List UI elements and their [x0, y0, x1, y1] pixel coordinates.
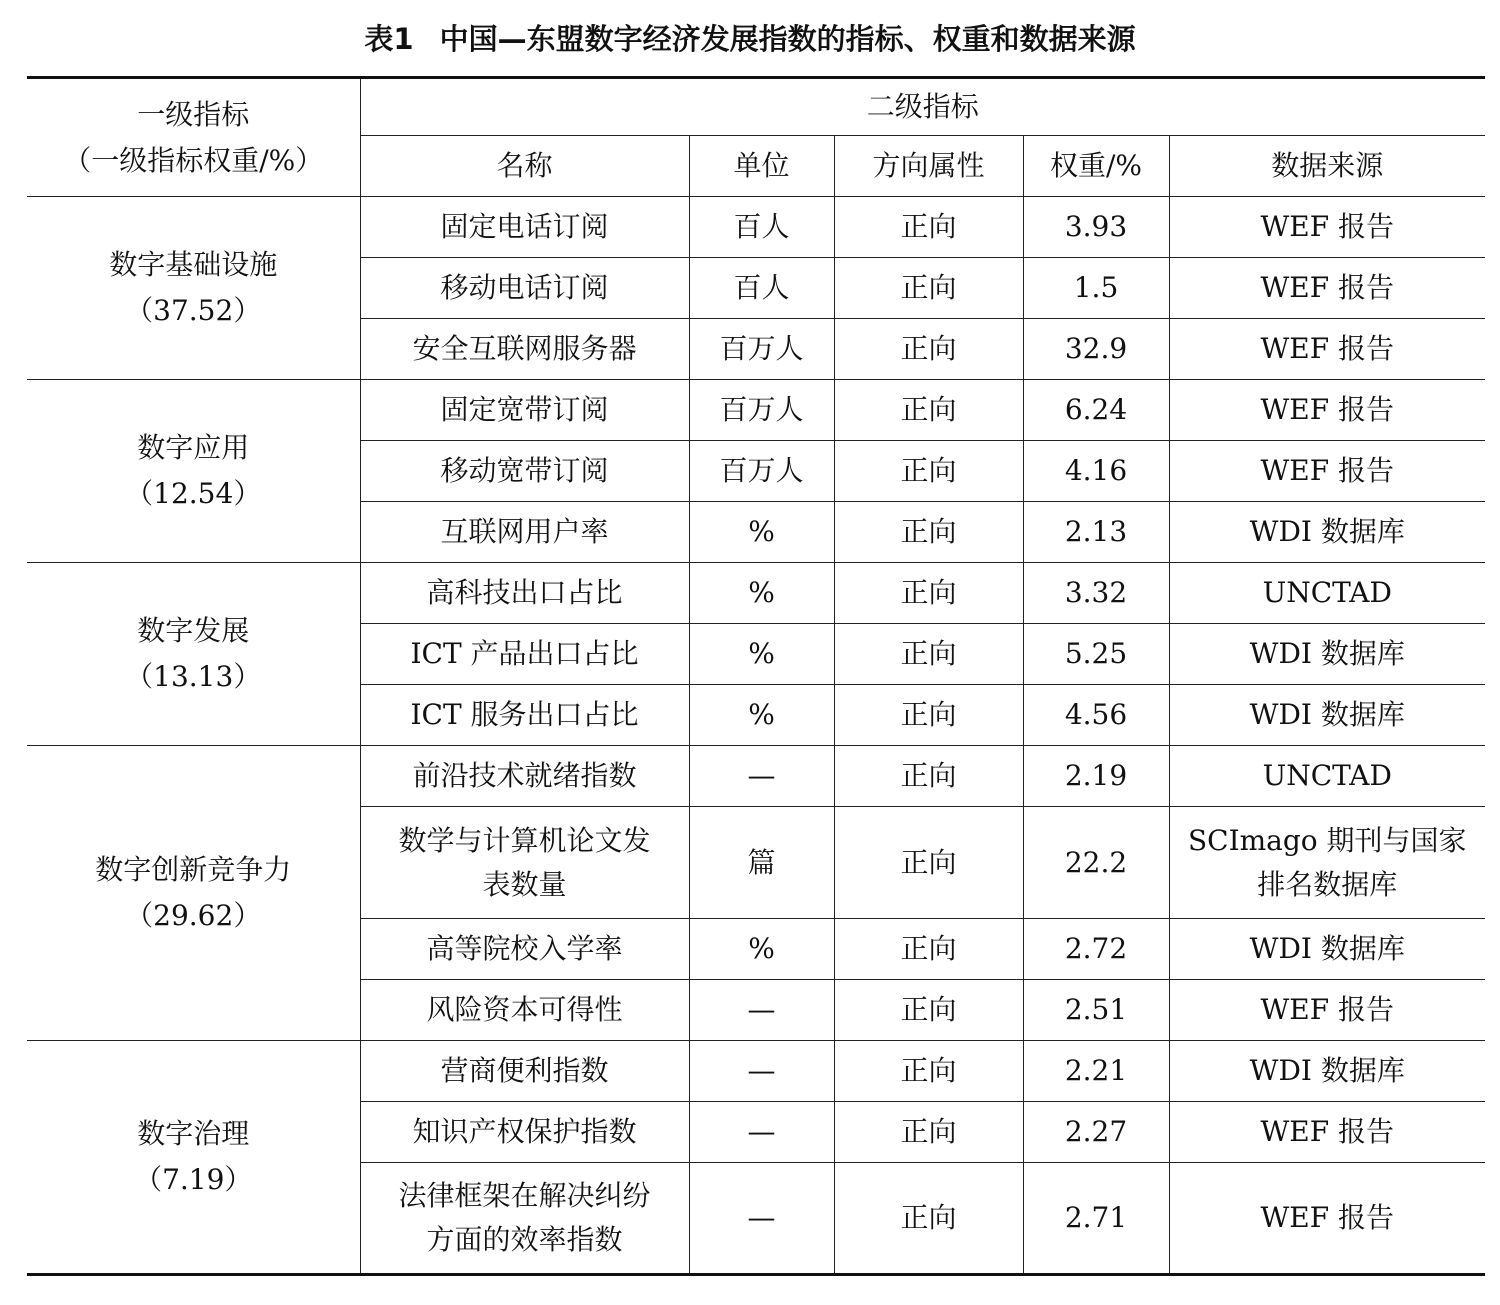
indicator-unit: 篇 — [689, 807, 834, 919]
indicator-source: WDI 数据库 — [1249, 1054, 1405, 1087]
indicator-name-cell — [360, 807, 689, 919]
category-weight: （37.52） — [125, 294, 262, 327]
category-cell — [27, 1041, 360, 1275]
table-row — [27, 197, 1485, 258]
indicator-table — [27, 76, 1485, 1276]
indicator-unit: 百万人 — [689, 319, 834, 380]
indicator-source: WEF 报告 — [1260, 332, 1395, 365]
indicator-unit: % — [689, 563, 834, 624]
indicator-name: 法律框架在解决纠纷 — [398, 1179, 651, 1212]
indicator-weight: 32.9 — [1023, 319, 1169, 380]
header-col-unit: 单位 — [689, 136, 834, 197]
indicator-direction: 正向 — [834, 502, 1023, 563]
indicator-name-cell — [360, 624, 689, 685]
indicator-name-cell — [360, 197, 689, 258]
header-level1-label: 一级指标 — [137, 97, 250, 131]
category-weight: （7.19） — [134, 1163, 253, 1196]
indicator-source-cell — [1169, 563, 1485, 624]
table-caption — [0, 14, 1500, 64]
category-name: 数字基础设施 — [109, 248, 278, 281]
indicator-source: WEF 报告 — [1260, 393, 1395, 426]
indicator-source: WEF 报告 — [1260, 271, 1395, 304]
indicator-name-cell — [360, 1041, 689, 1102]
category-weight: （13.13） — [125, 660, 262, 693]
indicator-name: 高科技出口占比 — [426, 576, 623, 609]
indicator-unit: — — [689, 746, 834, 807]
indicator-source: 排名数据库 — [1257, 867, 1398, 901]
indicator-source-cell — [1169, 919, 1485, 980]
indicator-weight: 4.16 — [1023, 441, 1169, 502]
indicator-source-cell — [1169, 807, 1485, 919]
indicator-unit: % — [689, 624, 834, 685]
indicator-direction: 正向 — [834, 563, 1023, 624]
indicator-name: 移动电话订阅 — [440, 271, 609, 304]
indicator-name-cell — [360, 441, 689, 502]
indicator-weight: 2.51 — [1023, 980, 1169, 1041]
header-col-source: 数据来源 — [1169, 136, 1485, 197]
indicator-name: 高等院校入学率 — [426, 932, 623, 965]
indicator-source-cell — [1169, 441, 1485, 502]
category-cell — [27, 380, 360, 563]
indicator-name: 数学与计算机论文发 — [398, 823, 651, 857]
indicator-source-cell — [1169, 746, 1485, 807]
table-title: 中国—东盟数字经济发展指数的指标、权重和数据来源 — [439, 22, 1136, 56]
indicator-direction: 正向 — [834, 441, 1023, 502]
indicator-name-cell — [360, 380, 689, 441]
indicator-source: WEF 报告 — [1260, 993, 1395, 1026]
indicator-name: 知识产权保护指数 — [412, 1115, 637, 1148]
indicator-weight: 5.25 — [1023, 624, 1169, 685]
indicator-weight: 2.13 — [1023, 502, 1169, 563]
indicator-direction: 正向 — [834, 624, 1023, 685]
indicator-source-cell — [1169, 1163, 1485, 1275]
header-level2: 二级指标 — [360, 78, 1485, 136]
indicator-source: UNCTAD — [1262, 576, 1392, 609]
indicator-source: WDI 数据库 — [1249, 515, 1405, 548]
indicator-source-cell — [1169, 1041, 1485, 1102]
indicator-name-cell — [360, 746, 689, 807]
indicator-name: ICT 服务出口占比 — [410, 698, 639, 731]
indicator-source-cell — [1169, 685, 1485, 746]
indicator-unit: 百万人 — [689, 380, 834, 441]
indicator-name-cell — [360, 563, 689, 624]
indicator-source-cell — [1169, 197, 1485, 258]
category-weight: （29.62） — [125, 899, 262, 932]
indicator-source: WDI 数据库 — [1249, 932, 1405, 965]
indicator-name-cell — [360, 502, 689, 563]
indicator-source: SCImago 期刊与国家 — [1187, 823, 1467, 857]
indicator-name: ICT 产品出口占比 — [410, 637, 639, 670]
indicator-source-cell — [1169, 258, 1485, 319]
indicator-source: WDI 数据库 — [1249, 637, 1405, 670]
indicator-name-cell — [360, 1163, 689, 1275]
indicator-unit: 百万人 — [689, 441, 834, 502]
indicator-direction: 正向 — [834, 1163, 1023, 1275]
table-row — [27, 746, 1485, 807]
header-col-direction: 方向属性 — [834, 136, 1023, 197]
indicator-source-cell — [1169, 319, 1485, 380]
indicator-name: 固定电话订阅 — [440, 210, 609, 243]
indicator-direction: 正向 — [834, 685, 1023, 746]
category-name: 数字发展 — [137, 614, 250, 647]
indicator-weight: 22.2 — [1023, 807, 1169, 919]
indicator-direction: 正向 — [834, 980, 1023, 1041]
indicator-unit: — — [689, 1102, 834, 1163]
table-row — [27, 1041, 1485, 1102]
indicator-direction: 正向 — [834, 319, 1023, 380]
indicator-weight: 6.24 — [1023, 380, 1169, 441]
indicator-weight: 2.72 — [1023, 919, 1169, 980]
header-level1-sub: （一级指标权重/%） — [63, 143, 324, 177]
indicator-name: 风险资本可得性 — [426, 993, 623, 1026]
header-level1 — [27, 78, 360, 197]
indicator-name: 安全互联网服务器 — [412, 332, 637, 365]
table-number: 表1 — [364, 22, 414, 56]
indicator-unit: % — [689, 919, 834, 980]
indicator-name: 固定宽带订阅 — [440, 393, 609, 426]
category-name: 数字治理 — [137, 1117, 250, 1150]
indicator-name: 方面的效率指数 — [426, 1223, 623, 1256]
indicator-name-cell — [360, 980, 689, 1041]
indicator-direction: 正向 — [834, 258, 1023, 319]
indicator-name-cell — [360, 1102, 689, 1163]
indicator-weight: 2.27 — [1023, 1102, 1169, 1163]
category-cell — [27, 197, 360, 380]
category-cell — [27, 563, 360, 746]
indicator-direction: 正向 — [834, 919, 1023, 980]
indicator-source-cell — [1169, 624, 1485, 685]
indicator-direction: 正向 — [834, 746, 1023, 807]
indicator-source: WDI 数据库 — [1249, 698, 1405, 731]
table-body — [27, 197, 1485, 1275]
header-col-weight: 权重/% — [1023, 136, 1169, 197]
indicator-source: WEF 报告 — [1260, 1201, 1395, 1234]
indicator-unit: % — [689, 685, 834, 746]
indicator-source: UNCTAD — [1262, 759, 1392, 792]
indicator-weight: 2.21 — [1023, 1041, 1169, 1102]
indicator-name-cell — [360, 319, 689, 380]
indicator-unit: % — [689, 502, 834, 563]
indicator-name: 表数量 — [482, 867, 567, 901]
indicator-source: WEF 报告 — [1260, 1115, 1395, 1148]
header-col-name: 名称 — [360, 136, 689, 197]
indicator-weight: 3.32 — [1023, 563, 1169, 624]
indicator-direction: 正向 — [834, 380, 1023, 441]
category-name: 数字应用 — [137, 431, 250, 464]
indicator-weight: 2.19 — [1023, 746, 1169, 807]
indicator-weight: 1.5 — [1023, 258, 1169, 319]
indicator-name-cell — [360, 685, 689, 746]
indicator-name: 互联网用户率 — [440, 515, 609, 548]
indicator-direction: 正向 — [834, 807, 1023, 919]
indicator-direction: 正向 — [834, 1041, 1023, 1102]
category-cell — [27, 746, 360, 1041]
indicator-unit: — — [689, 1041, 834, 1102]
table-row — [27, 563, 1485, 624]
indicator-name-cell — [360, 258, 689, 319]
indicator-unit: 百人 — [689, 197, 834, 258]
indicator-source: WEF 报告 — [1260, 210, 1395, 243]
category-name: 数字创新竞争力 — [95, 853, 292, 886]
indicator-weight: 3.93 — [1023, 197, 1169, 258]
indicator-source-cell — [1169, 380, 1485, 441]
indicator-unit: 百人 — [689, 258, 834, 319]
indicator-weight: 2.71 — [1023, 1163, 1169, 1275]
indicator-weight: 4.56 — [1023, 685, 1169, 746]
indicator-unit: — — [689, 980, 834, 1041]
indicator-direction: 正向 — [834, 197, 1023, 258]
indicator-source: WEF 报告 — [1260, 454, 1395, 487]
indicator-direction: 正向 — [834, 1102, 1023, 1163]
indicator-source-cell — [1169, 980, 1485, 1041]
indicator-name-cell — [360, 919, 689, 980]
indicator-source-cell — [1169, 1102, 1485, 1163]
indicator-unit: — — [689, 1163, 834, 1275]
indicator-name: 移动宽带订阅 — [440, 454, 609, 487]
table-row — [27, 380, 1485, 441]
category-weight: （12.54） — [125, 477, 262, 510]
indicator-name: 营商便利指数 — [440, 1054, 609, 1087]
indicator-name: 前沿技术就绪指数 — [412, 759, 637, 792]
indicator-source-cell — [1169, 502, 1485, 563]
